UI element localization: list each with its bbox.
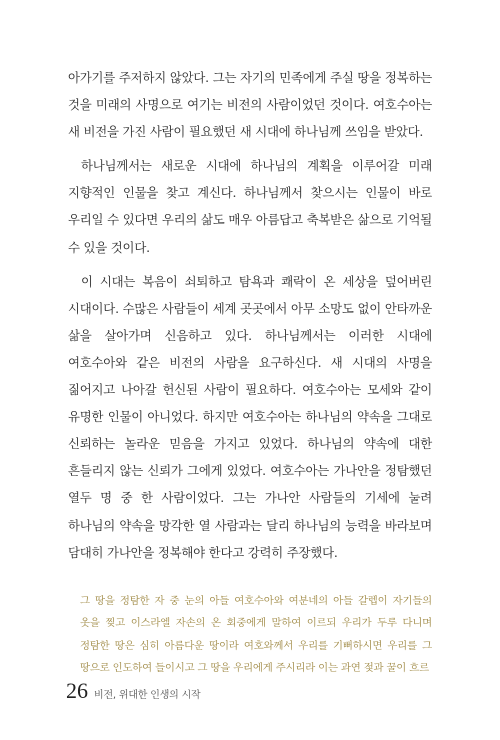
page-footer: [66, 678, 201, 704]
body-text: [68, 64, 432, 573]
paragraph-3: 이 시대는 복음이 쇠퇴하고 탐욕과 쾌락이 온 세상을 덮어버린 시대이다. 수많은 사람들이 세계 곳곳에서 아무 소망도 없이 안타까운 삶을 살아가며 신음하고 있다. 하나님께서는 이러한 시대에 여호수아와 같은 비전의 사람을 요구하신다. 새 시대의 사명을 짊어지고 나아갈 헌신된 사람이 필요하다. 여호수아는 모세와 같이 유명한 인물이 아니었다. 하지만 여호수아는 하나님의 약속을 그대로 신뢰하는 놀라운 믿음을 가지고 있었다. 하나님의 약속에 대한 흔들리지 않는 신뢰가 그에게 있었다. 여호수아는 가나안을 정탐했던 열두 명 중 한 사람이었다. 그는 가나안 사람들의 기세에 눌려 하나님의 약속을 망각한 열 사람과는 달리 하나님의 능력을 바라보며 담대히 가나안을 정복해야 한다고 강력히 주장했다.: [68, 273, 432, 560]
scripture-quote: [80, 590, 432, 680]
page-number: 26: [66, 678, 88, 703]
paragraph-1: 아가기를 주저하지 않았다. 그는 자기의 민족에게 주실 땅을 정복하는 것을 미래의 사명으로 여기는 비전의 사람이었던 것이다. 여호수아는 새 비전을 가진 사람이 필요했던 새 시대에 하나님께 쓰임을 받았다.: [68, 70, 432, 140]
scripture-quote-text: 그 땅을 정탐한 자 중 눈의 아들 여호수아와 여분네의 아들 갈렙이 자기들의 옷을 찢고 이스라엘 자손의 온 회중에게 말하여 이르되 우리가 두루 다니며 정탐한 땅은 심히 아름다운 땅이라 여호와께서 우리를 기뻐하시면 우리를 그 땅으로 인도하여 들이시고 그 땅을 우리에게 주시리라 이는 과연 젖과 꿀이 흐르: [80, 595, 432, 675]
paragraph-2: 하나님께서는 새로운 시대에 하나님의 계획을 이루어갈 미래 지향적인 인물을 찾고 계신다. 하나님께서 찾으시는 인물이 바로 우리일 수 있다면 우리의 삶도 매우 아름답고 축복받은 삶으로 기억될 수 있을 것이다.: [68, 158, 432, 255]
running-title: 비전, 위대한 인생의 시작: [94, 690, 201, 701]
